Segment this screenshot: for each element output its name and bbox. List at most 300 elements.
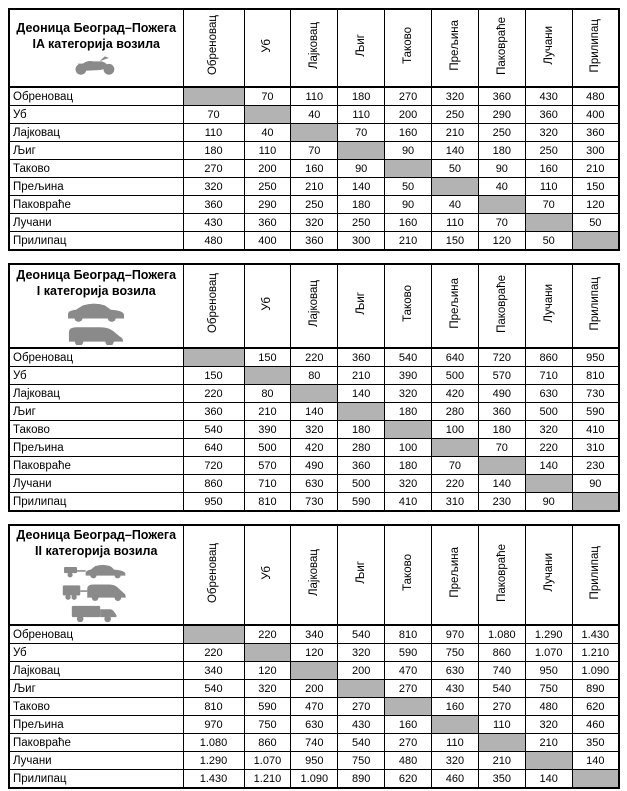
price-cell: 180 <box>183 142 244 160</box>
price-cell: 320 <box>525 716 572 734</box>
price-cell: 210 <box>432 124 479 142</box>
price-cell: 1.090 <box>572 662 619 680</box>
price-matrix-body <box>9 348 619 511</box>
price-cell: 640 <box>432 348 479 367</box>
price-cell: 320 <box>432 87 479 106</box>
toll-table-category-ia <box>8 8 620 251</box>
price-cell: 410 <box>572 421 619 439</box>
car-trailer-icon <box>61 561 131 580</box>
price-cell: 320 <box>385 475 432 493</box>
price-cell: 810 <box>183 698 244 716</box>
price-cell: 140 <box>478 475 525 493</box>
price-cell: 250 <box>525 142 572 160</box>
diagonal-cell <box>432 439 479 457</box>
price-cell: 90 <box>385 196 432 214</box>
price-cell: 360 <box>338 457 385 475</box>
column-header-label: Паковраће <box>495 16 508 75</box>
price-cell: 280 <box>338 439 385 457</box>
row-header: Лајковац <box>9 124 183 142</box>
price-cell: 410 <box>385 493 432 512</box>
price-cell: 310 <box>572 439 619 457</box>
table-title-cell <box>9 264 183 348</box>
column-header-label: Обреновац <box>207 273 220 334</box>
price-cell: 140 <box>525 770 572 789</box>
price-cell: 210 <box>385 232 432 251</box>
price-cell: 280 <box>432 403 479 421</box>
price-cell: 220 <box>432 475 479 493</box>
column-header-label: Прељина <box>448 278 461 329</box>
price-cell: 630 <box>525 385 572 403</box>
price-cell: 860 <box>183 475 244 493</box>
price-cell: 50 <box>432 160 479 178</box>
price-cell: 250 <box>432 106 479 124</box>
diagonal-cell <box>525 752 572 770</box>
price-cell: 750 <box>525 680 572 698</box>
diagonal-cell <box>525 475 572 493</box>
price-cell: 950 <box>291 752 338 770</box>
price-cell: 860 <box>525 348 572 367</box>
price-cell: 470 <box>291 698 338 716</box>
price-cell: 500 <box>432 367 479 385</box>
table-title: Деоница Београд–Пожега <box>16 20 177 35</box>
price-cell: 140 <box>572 752 619 770</box>
price-cell: 890 <box>572 680 619 698</box>
price-cell: 220 <box>291 348 338 367</box>
row-header: Љиг <box>9 142 183 160</box>
price-cell: 230 <box>572 457 619 475</box>
diagonal-cell <box>338 142 385 160</box>
price-cell: 150 <box>183 367 244 385</box>
column-header-label: Обреновац <box>207 15 220 76</box>
price-cell: 360 <box>572 124 619 142</box>
column-header <box>338 525 385 625</box>
price-cell: 150 <box>432 232 479 251</box>
price-cell: 970 <box>183 716 244 734</box>
price-cell: 420 <box>432 385 479 403</box>
row-header: Лучани <box>9 475 183 493</box>
price-cell: 720 <box>183 457 244 475</box>
column-header-label: Лучани <box>542 284 555 323</box>
price-cell: 430 <box>432 680 479 698</box>
diagonal-cell <box>572 770 619 789</box>
price-cell: 80 <box>291 367 338 385</box>
column-header <box>338 9 385 87</box>
diagonal-cell <box>478 196 525 214</box>
diagonal-cell <box>338 680 385 698</box>
price-cell: 70 <box>432 457 479 475</box>
table-subtitle: II категорија возила <box>35 543 158 558</box>
column-header <box>525 264 572 348</box>
price-cell: 350 <box>478 770 525 789</box>
price-cell: 110 <box>525 178 572 196</box>
price-cell: 360 <box>478 403 525 421</box>
price-cell: 750 <box>432 644 479 662</box>
car-icon <box>65 301 127 322</box>
table-row <box>9 644 619 662</box>
price-cell: 630 <box>291 716 338 734</box>
price-cell: 730 <box>572 385 619 403</box>
price-cell: 750 <box>338 752 385 770</box>
van-trailer-icon <box>60 581 132 602</box>
price-cell: 320 <box>338 644 385 662</box>
column-header-label: Прељина <box>448 547 461 598</box>
price-cell: 570 <box>244 457 291 475</box>
column-header <box>244 264 291 348</box>
row-header: Лучани <box>9 752 183 770</box>
price-cell: 540 <box>338 625 385 644</box>
price-cell: 80 <box>244 385 291 403</box>
price-cell: 210 <box>572 160 619 178</box>
price-cell: 320 <box>525 421 572 439</box>
price-cell: 1.290 <box>183 752 244 770</box>
table-row <box>9 421 619 439</box>
price-cell: 180 <box>385 403 432 421</box>
price-cell: 320 <box>291 214 338 232</box>
price-cell: 890 <box>338 770 385 789</box>
diagonal-cell <box>291 385 338 403</box>
header-row <box>9 264 619 348</box>
price-cell: 200 <box>244 160 291 178</box>
price-cell: 540 <box>183 421 244 439</box>
price-cell: 210 <box>478 752 525 770</box>
price-cell: 70 <box>183 106 244 124</box>
row-header: Прељина <box>9 716 183 734</box>
price-cell: 220 <box>183 385 244 403</box>
price-cell: 110 <box>432 734 479 752</box>
row-header: Љиг <box>9 680 183 698</box>
price-cell: 1.070 <box>244 752 291 770</box>
column-header-label: Прилипац <box>589 276 602 331</box>
price-cell: 210 <box>525 734 572 752</box>
row-header: Уб <box>9 644 183 662</box>
row-header: Прељина <box>9 178 183 196</box>
price-cell: 270 <box>338 698 385 716</box>
price-cell: 320 <box>183 178 244 196</box>
row-header: Лајковац <box>9 385 183 403</box>
column-header-label: Паковраће <box>495 543 508 602</box>
diagonal-cell <box>291 662 338 680</box>
price-cell: 540 <box>385 348 432 367</box>
column-header-label: Уб <box>261 38 274 53</box>
diagonal-cell <box>244 367 291 385</box>
column-header-label: Уб <box>261 296 274 311</box>
price-cell: 810 <box>244 493 291 512</box>
price-cell: 490 <box>291 457 338 475</box>
price-cell: 1.210 <box>244 770 291 789</box>
price-cell: 500 <box>525 403 572 421</box>
column-header-label: Таково <box>402 285 415 322</box>
price-cell: 250 <box>291 196 338 214</box>
price-cell: 860 <box>244 734 291 752</box>
price-cell: 340 <box>291 625 338 644</box>
column-header-label: Лајковац <box>308 279 321 328</box>
table-row <box>9 770 619 789</box>
price-cell: 810 <box>572 367 619 385</box>
vehicle-icons <box>12 301 181 345</box>
row-header: Прилипац <box>9 770 183 789</box>
price-cell: 630 <box>291 475 338 493</box>
vehicle-icons <box>12 54 181 76</box>
column-header-label: Уб <box>261 565 274 580</box>
toll-table-category-ii <box>8 524 620 789</box>
price-cell: 360 <box>478 87 525 106</box>
table-row <box>9 348 619 367</box>
price-cell: 340 <box>183 662 244 680</box>
table-row <box>9 160 619 178</box>
price-cell: 500 <box>338 475 385 493</box>
column-header <box>291 264 338 348</box>
toll-table-category-i <box>8 263 620 512</box>
price-cell: 120 <box>478 232 525 251</box>
price-cell: 220 <box>183 644 244 662</box>
column-header-label: Лучани <box>542 26 555 65</box>
column-header-label: Прилипац <box>589 545 602 600</box>
column-header-label: Паковраће <box>495 274 508 333</box>
table-row <box>9 403 619 421</box>
table-row <box>9 734 619 752</box>
diagonal-cell <box>385 698 432 716</box>
column-header <box>385 525 432 625</box>
column-header-label: Таково <box>402 554 415 592</box>
price-cell: 300 <box>572 142 619 160</box>
row-header: Лучани <box>9 214 183 232</box>
price-cell: 90 <box>572 475 619 493</box>
price-cell: 40 <box>478 178 525 196</box>
price-cell: 50 <box>385 178 432 196</box>
row-header: Уб <box>9 106 183 124</box>
price-cell: 1.090 <box>291 770 338 789</box>
price-cell: 360 <box>338 348 385 367</box>
price-cell: 360 <box>291 232 338 251</box>
price-cell: 470 <box>385 662 432 680</box>
table-title: Деоница Београд–Пожега <box>16 528 177 542</box>
table-row <box>9 493 619 512</box>
price-cell: 140 <box>338 385 385 403</box>
price-cell: 1.290 <box>525 625 572 644</box>
column-header <box>338 264 385 348</box>
price-cell: 1.430 <box>183 770 244 789</box>
price-cell: 740 <box>478 662 525 680</box>
price-cell: 160 <box>525 160 572 178</box>
column-header-label: Прилипац <box>589 18 602 73</box>
table-row <box>9 752 619 770</box>
table-row <box>9 680 619 698</box>
column-header <box>183 525 244 625</box>
price-cell: 160 <box>385 214 432 232</box>
table-subtitle: IA категорија возила <box>32 36 160 51</box>
price-cell: 1.080 <box>478 625 525 644</box>
diagonal-cell <box>385 160 432 178</box>
price-cell: 220 <box>244 625 291 644</box>
diagonal-cell <box>432 716 479 734</box>
price-cell: 480 <box>385 752 432 770</box>
table-row <box>9 367 619 385</box>
price-cell: 860 <box>478 644 525 662</box>
price-cell: 350 <box>572 734 619 752</box>
price-cell: 720 <box>478 348 525 367</box>
diagonal-cell <box>183 87 244 106</box>
price-cell: 230 <box>478 493 525 512</box>
price-cell: 120 <box>291 644 338 662</box>
price-cell: 100 <box>385 439 432 457</box>
price-cell: 640 <box>183 439 244 457</box>
price-cell: 480 <box>525 698 572 716</box>
column-header-label: Обреновац <box>207 542 220 603</box>
table-row <box>9 142 619 160</box>
row-header: Таково <box>9 421 183 439</box>
column-header <box>244 525 291 625</box>
price-cell: 160 <box>385 716 432 734</box>
price-cell: 1.430 <box>572 625 619 644</box>
price-cell: 250 <box>338 214 385 232</box>
column-header <box>244 9 291 87</box>
column-header <box>572 525 619 625</box>
diagonal-cell <box>478 457 525 475</box>
price-cell: 250 <box>478 124 525 142</box>
price-cell: 70 <box>244 87 291 106</box>
column-header <box>291 9 338 87</box>
price-cell: 400 <box>572 106 619 124</box>
price-cell: 200 <box>385 106 432 124</box>
row-header: Таково <box>9 698 183 716</box>
table-row <box>9 106 619 124</box>
price-cell: 140 <box>338 178 385 196</box>
price-cell: 320 <box>432 752 479 770</box>
price-cell: 50 <box>572 214 619 232</box>
table-row <box>9 662 619 680</box>
price-cell: 590 <box>244 698 291 716</box>
table-title-cell <box>9 9 183 87</box>
price-cell: 100 <box>432 421 479 439</box>
price-cell: 710 <box>525 367 572 385</box>
diagonal-cell <box>478 734 525 752</box>
diagonal-cell <box>385 421 432 439</box>
price-cell: 150 <box>244 348 291 367</box>
price-cell: 810 <box>385 625 432 644</box>
table-row <box>9 124 619 142</box>
price-cell: 270 <box>478 698 525 716</box>
price-cell: 210 <box>291 178 338 196</box>
header-row <box>9 525 619 625</box>
diagonal-cell <box>525 214 572 232</box>
price-cell: 320 <box>244 680 291 698</box>
table-row <box>9 178 619 196</box>
price-cell: 360 <box>183 403 244 421</box>
price-cell: 120 <box>572 196 619 214</box>
price-cell: 90 <box>385 142 432 160</box>
diagonal-cell <box>183 348 244 367</box>
column-header-label: Таково <box>402 27 415 64</box>
column-header-label: Љиг <box>355 561 368 585</box>
price-cell: 390 <box>385 367 432 385</box>
table-row <box>9 385 619 403</box>
price-cell: 180 <box>478 142 525 160</box>
price-cell: 90 <box>478 160 525 178</box>
price-matrix-body <box>9 87 619 250</box>
row-header: Паковраће <box>9 734 183 752</box>
row-header: Лајковац <box>9 662 183 680</box>
price-cell: 90 <box>525 493 572 512</box>
column-header-label: Прељина <box>448 20 461 71</box>
price-cell: 970 <box>432 625 479 644</box>
column-header <box>572 9 619 87</box>
price-cell: 750 <box>244 716 291 734</box>
price-cell: 290 <box>478 106 525 124</box>
price-cell: 210 <box>244 403 291 421</box>
price-cell: 110 <box>478 716 525 734</box>
diagonal-cell <box>183 625 244 644</box>
table-title: Деоница Београд–Пожега <box>16 267 177 282</box>
diagonal-cell <box>432 178 479 196</box>
price-cell: 180 <box>338 196 385 214</box>
price-cell: 270 <box>385 734 432 752</box>
price-cell: 70 <box>478 439 525 457</box>
price-cell: 110 <box>338 106 385 124</box>
price-cell: 460 <box>432 770 479 789</box>
table-row <box>9 698 619 716</box>
price-cell: 40 <box>432 196 479 214</box>
price-cell: 360 <box>244 214 291 232</box>
price-cell: 430 <box>338 716 385 734</box>
price-cell: 360 <box>183 196 244 214</box>
price-cell: 630 <box>432 662 479 680</box>
table-row <box>9 716 619 734</box>
price-cell: 140 <box>291 403 338 421</box>
row-header: Прилипац <box>9 493 183 512</box>
price-cell: 1.210 <box>572 644 619 662</box>
column-header-label: Лучани <box>542 553 555 592</box>
price-cell: 540 <box>478 680 525 698</box>
price-cell: 540 <box>338 734 385 752</box>
price-cell: 180 <box>385 457 432 475</box>
table-row <box>9 439 619 457</box>
price-cell: 460 <box>572 716 619 734</box>
price-cell: 110 <box>432 214 479 232</box>
price-cell: 480 <box>572 87 619 106</box>
row-header: Обреновац <box>9 625 183 644</box>
price-cell: 120 <box>244 662 291 680</box>
price-cell: 620 <box>385 770 432 789</box>
motorcycle-icon <box>73 54 119 76</box>
diagonal-cell <box>572 232 619 251</box>
price-cell: 140 <box>525 457 572 475</box>
price-cell: 480 <box>183 232 244 251</box>
price-cell: 430 <box>183 214 244 232</box>
diagonal-cell <box>291 124 338 142</box>
price-cell: 950 <box>183 493 244 512</box>
price-cell: 70 <box>525 196 572 214</box>
table-row <box>9 475 619 493</box>
price-cell: 50 <box>525 232 572 251</box>
row-header: Обреновац <box>9 87 183 106</box>
price-cell: 160 <box>385 124 432 142</box>
column-header <box>183 9 244 87</box>
table-row <box>9 232 619 251</box>
diagonal-cell <box>338 403 385 421</box>
table-subtitle: I категорија возила <box>36 283 156 298</box>
price-cell: 310 <box>432 493 479 512</box>
column-header <box>478 525 525 625</box>
minivan-icon <box>66 323 126 345</box>
price-cell: 290 <box>244 196 291 214</box>
table-row <box>9 457 619 475</box>
box-van-icon <box>70 603 122 623</box>
price-cell: 730 <box>291 493 338 512</box>
price-cell: 320 <box>525 124 572 142</box>
price-cell: 200 <box>338 662 385 680</box>
price-cell: 140 <box>432 142 479 160</box>
price-cell: 320 <box>291 421 338 439</box>
